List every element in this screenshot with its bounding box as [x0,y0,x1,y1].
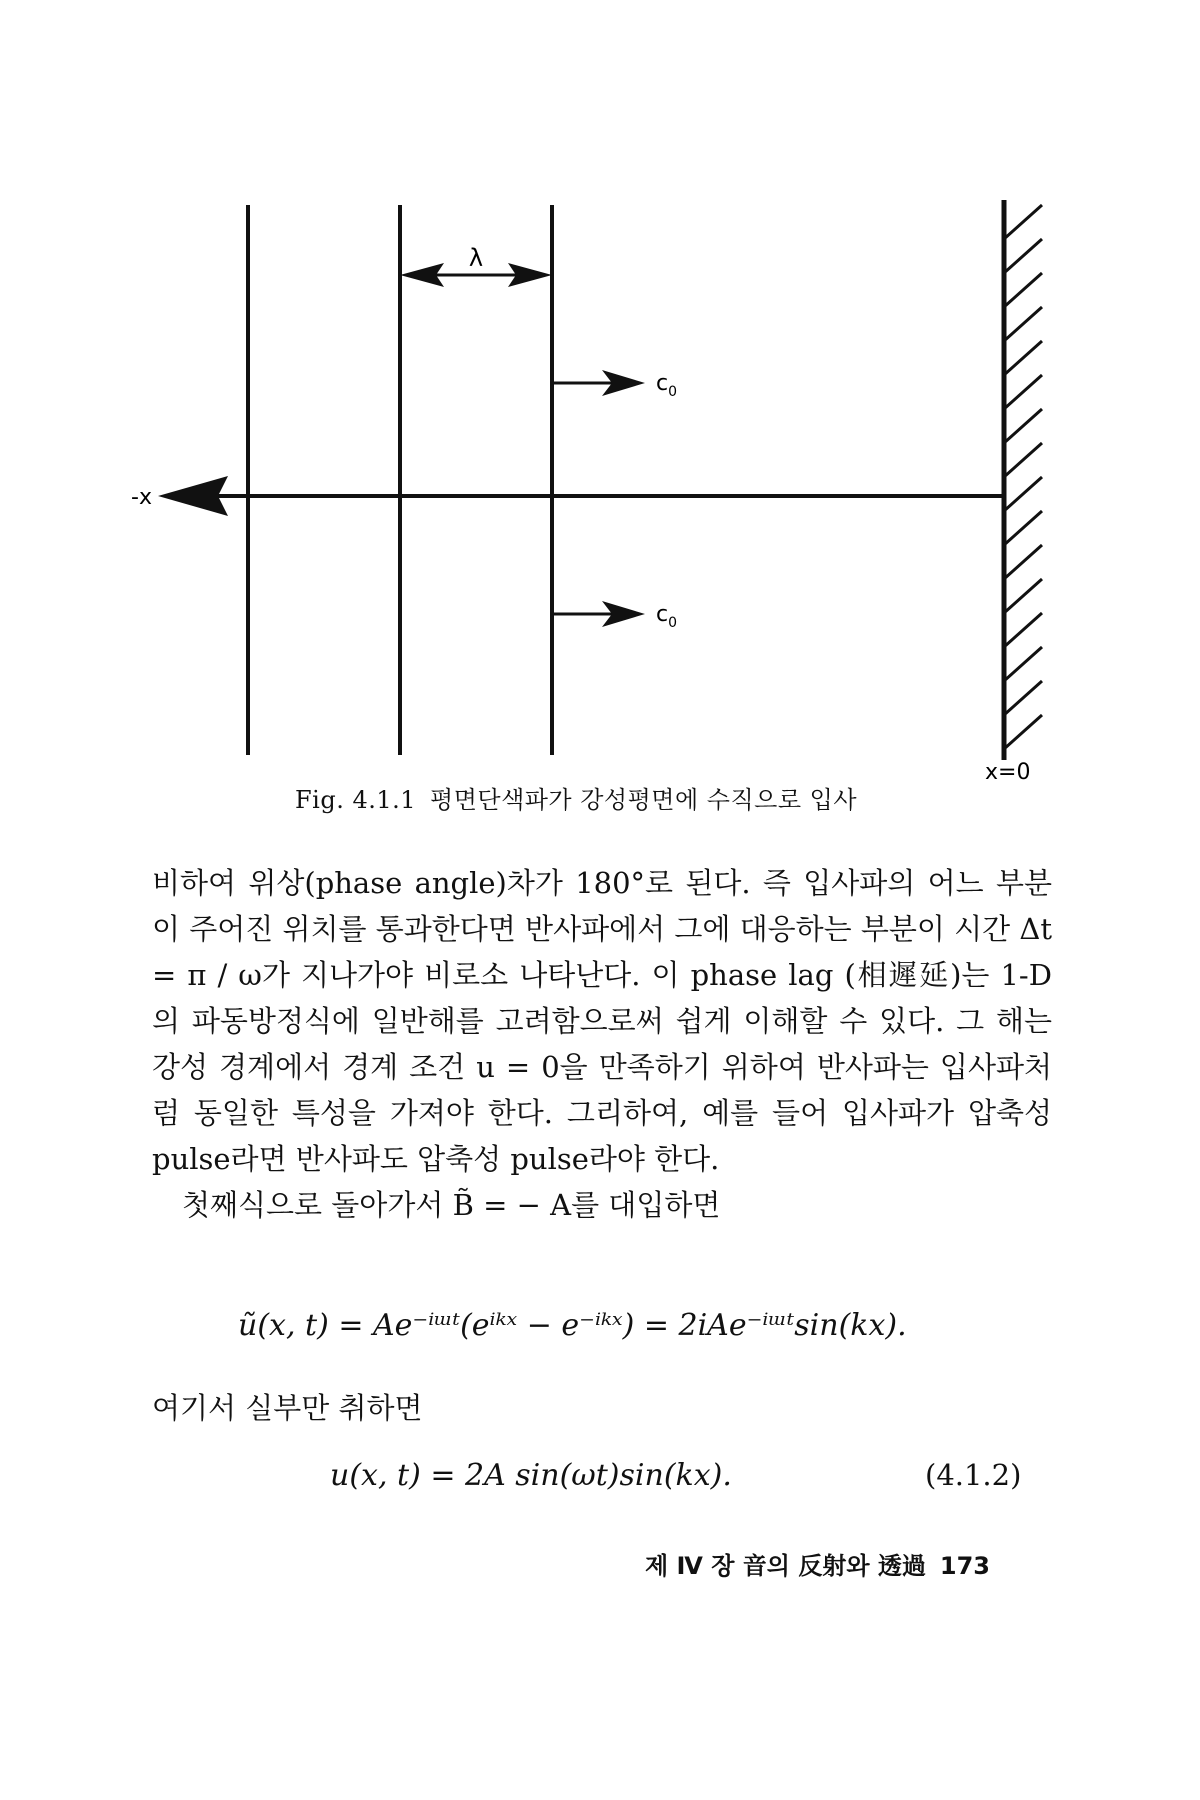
hatch-line [1004,205,1042,239]
figure-caption [295,780,857,815]
hatch-line [1004,647,1042,681]
hatch-line [1004,511,1042,545]
velocity-label-lower: $c_0$ [656,602,678,631]
hatch-line [1004,341,1042,375]
hatch-line [1004,545,1042,579]
hatch-line [1004,273,1042,307]
velocity-arrow-upper [552,370,645,396]
hatch-line [1004,409,1042,443]
origin-label: x=0 [985,760,1031,785]
hatch-line [1004,477,1042,511]
chapter-title: 제 Ⅳ 장 音의 反射와 透過 [645,1552,926,1580]
hatch-line [1004,239,1042,273]
velocity-label-upper: $c_0$ [656,371,678,400]
neg-x-label: -x [131,485,152,510]
body-text [152,860,1052,1228]
hatch-line [1004,681,1042,715]
page-number: 173 [939,1552,990,1580]
figure-number: Fig. 4.1.1 [295,786,417,814]
equation-4-1-2: u(x, t) = 2A sin(ωt)sin(kx). [330,1458,732,1493]
hatch-line [1004,579,1042,613]
hatch-line [1004,375,1042,409]
paragraph-real-part: 여기서 실부만 취하면 [152,1391,423,1425]
velocity-arrow-lower [552,601,645,627]
wall-hatching [1004,205,1042,749]
equation-number: (4.1.2) [925,1458,1022,1492]
equation-complex-solution: ũ(x, t) = Ae⁻ⁱᵚᵗ(eⁱᵏˣ − e⁻ⁱᵏˣ) = 2iAe⁻ⁱᵚᵗsin(kx). [238,1308,907,1343]
hatch-line [1004,443,1042,477]
hatch-line [1004,715,1042,749]
paragraph-substitution: 첫째식으로 돌아가서 B̃ = − A를 대입하면 [182,1188,721,1222]
wavelength-label: λ [468,244,484,272]
paragraph-phase-lag: 비하여 위상(phase angle)차가 180°로 된다. 즉 입사파의 어느 부분이 주어진 위치를 통과한다면 반사파에서 그에 대응하는 부분이 시간 Δt = π / ω가 지나가야 비로소 나타난다. 이 phase lag (相遲延)는 1-D의 파동방정식에 일반해를 고려함으로써 쉽게 이해할 수 있다. 그 해는 강성 경계에서 경계 조건 u = 0을 만족하기 위하여 반사파는 입사파처럼 동일한 특성을 가져야 한다. 그리하여, 예를 들어 입사파가 압축성 pulse라면 반사파도 압축성 pulse라야 한다. [152,866,1052,1176]
x-axis-arrowhead [158,476,228,516]
page-footer [645,1546,990,1581]
hatch-line [1004,307,1042,341]
hatch-line [1004,613,1042,647]
figure-caption-text: 평면단색파가 강성평면에 수직으로 입사 [430,786,858,814]
plane-wave-reflection-figure [0,0,1200,820]
